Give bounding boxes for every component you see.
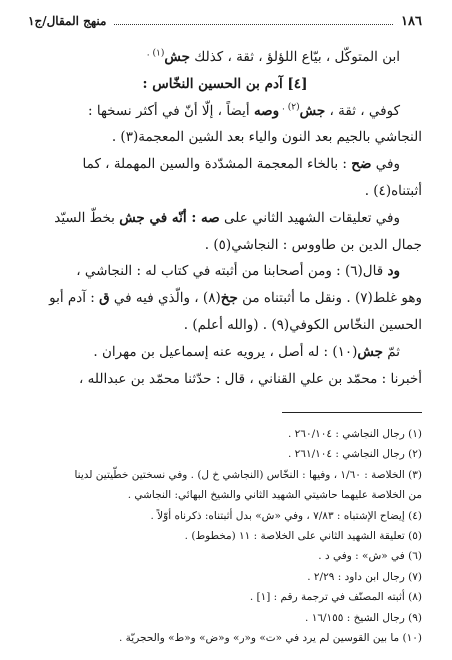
text-line: وفي تعليقات الشهيد الثاني على صه : أنّه في جش بخطّ السيّد <box>54 209 400 226</box>
text-line: أخبرنا : محمّد بن علي القناني ، قال : حدّثنا محمّد بن عبدالله ، <box>78 370 422 387</box>
text-line: النجاشي بالجيم بعد النون والياء بعد الشين المعجمة(٣) . <box>111 129 422 146</box>
footnote: (٦) في «ش» : وفي د . <box>318 550 422 563</box>
footnote: (٢) رجال النجاشي : ٢٦١/١٠٤ . <box>287 448 422 461</box>
footnote-separator <box>282 412 422 413</box>
header-dotted-leader <box>114 24 393 25</box>
page-number: ١٨٦ <box>401 14 422 29</box>
footnote: (٤) إيضاح الإشتباه : ٧/٨٣ ، وفي «ش» بدل أثبتناه: ذكرناه أوّلاً . <box>150 509 422 522</box>
text-line: الحسين النخّاس الكوفي(٩) . (والله أعلم) . <box>183 316 422 333</box>
text-line: ابن المتوكّل ، بيّاع اللؤلؤ ، ثقة ، كذلك جش$^{(١) .}$ <box>146 48 400 65</box>
text-line: ثمّ جش(١٠) : له أصل ، يرويه عنه إسماعيل بن مهران . <box>93 343 400 360</box>
footnote-ref: (٢) . <box>279 102 300 113</box>
footnote: (٥) تعليقة الشهيد الثاني على الخلاصة : ١١ (مخطوط) . <box>184 530 422 543</box>
text-line: كوفي ، ثقة ، جش$^{(٢) .}$ وصه أيضاً ، إلّا أنّ في أكثر نسخها : <box>88 102 400 119</box>
text-line: ود قال(٦) : ومن أصحابنا من أثبته في كتاب له : النجاشي ، <box>76 263 400 280</box>
footnote: (٩) رجال الشيخ : ١٦/١٥٥ . <box>305 611 422 624</box>
entry-heading: [٤] آدم بن الحسين النخّاس : <box>142 75 308 92</box>
text-line: وفي ضح : بالخاء المعجمة المشدّدة والسين المهملة ، كما <box>82 156 400 173</box>
footnote: (٨) أثبته المصنّف في ترجمة رقم : [١] . <box>249 591 422 604</box>
footnote: (٣) الخلاصة : ١/٦٠ ، وفيها : النخّاس (النجاشي خ ل) . وفي نسختين خطّيتين لدينا <box>74 468 422 481</box>
footnote: (١) رجال النجاشي : ٢٦٠/١٠٤ . <box>287 428 422 440</box>
running-title: منهج المقال/ج١ <box>28 14 107 28</box>
text-line: جمال الدين بن طاووس : النجاشي(٥) . <box>204 236 422 253</box>
text-line: أثبتناه(٤) . <box>364 182 422 199</box>
main-text <box>28 44 422 392</box>
footnote: (١٠) ما بين القوسين لم يرد في «ت» و«ر» و«ض» و«ط» والحجريّة . <box>119 632 422 645</box>
footnote-ref: (١) . <box>146 48 165 59</box>
text-line: وهو غلط(٧) . ونقل ما أثبتناه من جخ(٨) ، والّذي فيه في ق : آدم أبو <box>49 290 422 307</box>
footnote-continuation: من الخلاصة عليهما حاشيتي الشهيد الثاني والشيخ البهائي: النجاشي . <box>127 489 422 502</box>
footnotes <box>28 424 422 648</box>
running-header <box>28 14 422 32</box>
footnote: (٧) رجال ابن داود : ٢/٢٩ . <box>307 570 422 583</box>
